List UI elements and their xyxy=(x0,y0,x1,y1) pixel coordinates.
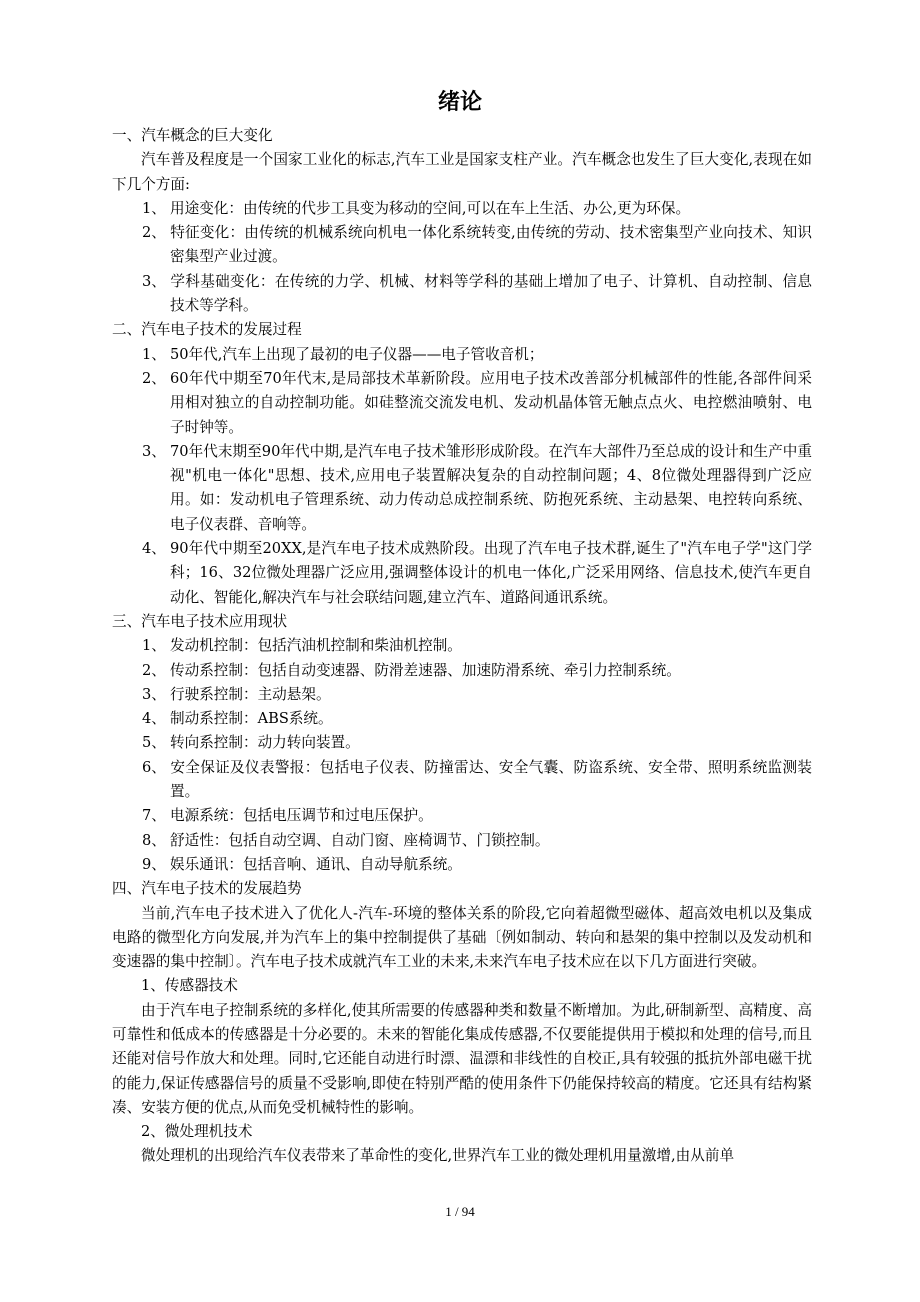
list-item-text: 电源系统：包括电压调节和过电压保护。 xyxy=(170,807,433,825)
list-item-text: 特征变化：由传统的机械系统向机电一体化系统转变,由传统的劳动、技术密集型产业向技术、知识密集型产业过渡。 xyxy=(170,224,812,266)
list-item xyxy=(142,440,812,537)
list-item-number: 7、 xyxy=(142,807,166,825)
list-item xyxy=(142,537,812,610)
list-item-text: 90年代中期至20XX,是汽车电子技术成熟阶段。出现了汽车电子技术群,诞生了"汽车电子学"这门学科；16、32位微处理器广泛应用,强调整体设计的机电一体化,广泛采用网络、信息技术,使汽车更自动化、智能化,解决汽车与社会联结问题,建立汽车、道路间通讯系统。 xyxy=(170,540,812,606)
list-item xyxy=(142,804,812,828)
list-item xyxy=(142,756,812,805)
list-item-text: 制动系控制：ABS系统。 xyxy=(170,710,333,728)
list-item xyxy=(142,221,812,270)
list-item-text: 50年代,汽车上出现了最初的电子仪器——电子管收音机； xyxy=(170,345,544,363)
list-item-number: 1、 xyxy=(142,637,166,655)
section-4-heading: 四、汽车电子技术的发展趋势 xyxy=(112,880,302,898)
page-title: 绪论 xyxy=(437,90,482,115)
subsection-heading-sensor: 1、传感器技术 xyxy=(141,977,238,995)
list-item-text: 行驶系控制：主动悬架。 xyxy=(170,685,331,703)
list-item-number: 4、 xyxy=(142,540,166,558)
list-item-number: 8、 xyxy=(142,831,166,849)
list-item-number: 2、 xyxy=(142,661,166,679)
list-item xyxy=(142,270,812,319)
list-item xyxy=(142,707,812,731)
list-item-text: 传动系控制：包括自动变速器、防滑差速器、加速防滑系统、牵引力控制系统。 xyxy=(170,661,681,679)
list-item-number: 3、 xyxy=(142,272,166,290)
list-item-text: 60年代中期至70年代末,是局部技术革新阶段。应用电子技术改善部分机械部件的性能,各部件间采用相对独立的自动控制功能。如硅整流交流发电机、发动机晶体管无触点点火、电控燃油喷射、电子时钟等。 xyxy=(170,369,812,436)
list-item-number: 3、 xyxy=(142,442,166,460)
list-item xyxy=(142,731,812,755)
page-number: 1 / 94 xyxy=(445,1204,475,1219)
list-item xyxy=(142,683,812,707)
microprocessor-paragraph: 微处理机的出现给汽车仪表带来了革命性的变化,世界汽车工业的微处理机用量激增,由从前单 xyxy=(141,1147,735,1165)
list-item-text: 发动机控制：包括汽油机控制和柴油机控制。 xyxy=(170,637,462,655)
section-3-list xyxy=(112,634,812,877)
list-item xyxy=(142,197,812,221)
list-item-text: 舒适性：包括自动空调、自动门窗、座椅调节、门锁控制。 xyxy=(170,831,550,849)
list-item-number: 2、 xyxy=(142,369,166,387)
list-item-text: 安全保证及仪表警报：包括电子仪表、防撞雷达、安全气囊、防盗系统、安全带、照明系统监测装置。 xyxy=(170,758,812,801)
section-4-paragraph: 当前,汽车电子技术进入了优化人-汽车-环境的整体关系的阶段,它向着超微型磁体、超高效电机以及集成电路的微型化方向发展,并为汽车上的集中控制提供了基础〔例如制动、转向和悬架的集中控制以及发动机和变速器的集中控制〕。汽车电子技术成就汽车工业的未来,未来汽车电子技术应在以下几方面进行突破。 xyxy=(112,904,812,971)
list-item-text: 70年代末期至90年代中期,是汽车电子技术雏形形成阶段。在汽车大部件乃至总成的设计和生产中重视"机电一体化"思想、技术,应用电子装置解决复杂的自动控制问题；4、8位微处理器得到广泛应用。如：发动机电子管理系统、动力传动总成控制系统、防抱死系统、主动悬架、电控转向系统、电子仪表群、音响等。 xyxy=(170,442,812,533)
list-item-text: 学科基础变化：在传统的力学、机械、材料等学科的基础上增加了电子、计算机、自动控制、信息技术等学科。 xyxy=(170,272,812,315)
list-item-text: 娱乐通讯：包括音响、通讯、自动导航系统。 xyxy=(170,855,462,873)
list-item-number: 6、 xyxy=(142,758,166,776)
list-item-text: 用途变化：由传统的代步工具变为移动的空间,可以在车上生活、办公,更为环保。 xyxy=(170,199,691,217)
list-item xyxy=(142,367,812,440)
list-item-number: 1、 xyxy=(142,199,166,217)
list-item-text: 转向系控制：动力转向装置。 xyxy=(170,734,360,752)
list-item xyxy=(142,853,812,877)
section-2-list xyxy=(112,343,812,610)
section-1-paragraph: 汽车普及程度是一个国家工业化的标志,汽车工业是国家支柱产业。汽车概念也发生了巨大变化,表现在如下几个方面: xyxy=(112,151,812,193)
section-1-list xyxy=(112,197,812,318)
list-item-number: 9、 xyxy=(142,855,166,873)
section-1-heading: 一、汽车概念的巨大变化 xyxy=(112,127,273,144)
section-2-heading: 二、汽车电子技术的发展过程 xyxy=(112,321,302,339)
list-item-number: 2、 xyxy=(142,224,166,242)
list-item xyxy=(142,634,812,658)
list-item xyxy=(142,659,812,683)
list-item-number: 1、 xyxy=(142,345,166,363)
list-item-number: 5、 xyxy=(142,734,166,752)
list-item xyxy=(142,829,812,853)
list-item xyxy=(142,343,812,367)
list-item-number: 3、 xyxy=(142,685,166,703)
subsection-heading-microprocessor: 2、微处理机技术 xyxy=(141,1123,253,1141)
sensor-paragraph: 由于汽车电子控制系统的多样化,使其所需要的传感器种类和数量不断增加。为此,研制新型、高精度、高可靠性和低成本的传感器是十分必要的。未来的智能化集成传感器,不仅要能提供用于模拟和处理的信号,而且还能对信号作放大和处理。同时,它还能自动进行时漂、温漂和非线性的自校正,具有较强的抵抗外部电磁干扰的能力,保证传感器信号的质量不受影响,即使在特别严酷的使用条件下仍能保持较高的精度。它还具有结构紧凑、安装方便的优点,从而免受机械特性的影响。 xyxy=(112,1001,812,1116)
list-item-number: 4、 xyxy=(142,710,166,728)
document-body xyxy=(112,124,812,1169)
section-3-heading: 三、汽车电子技术应用现状 xyxy=(112,612,288,630)
